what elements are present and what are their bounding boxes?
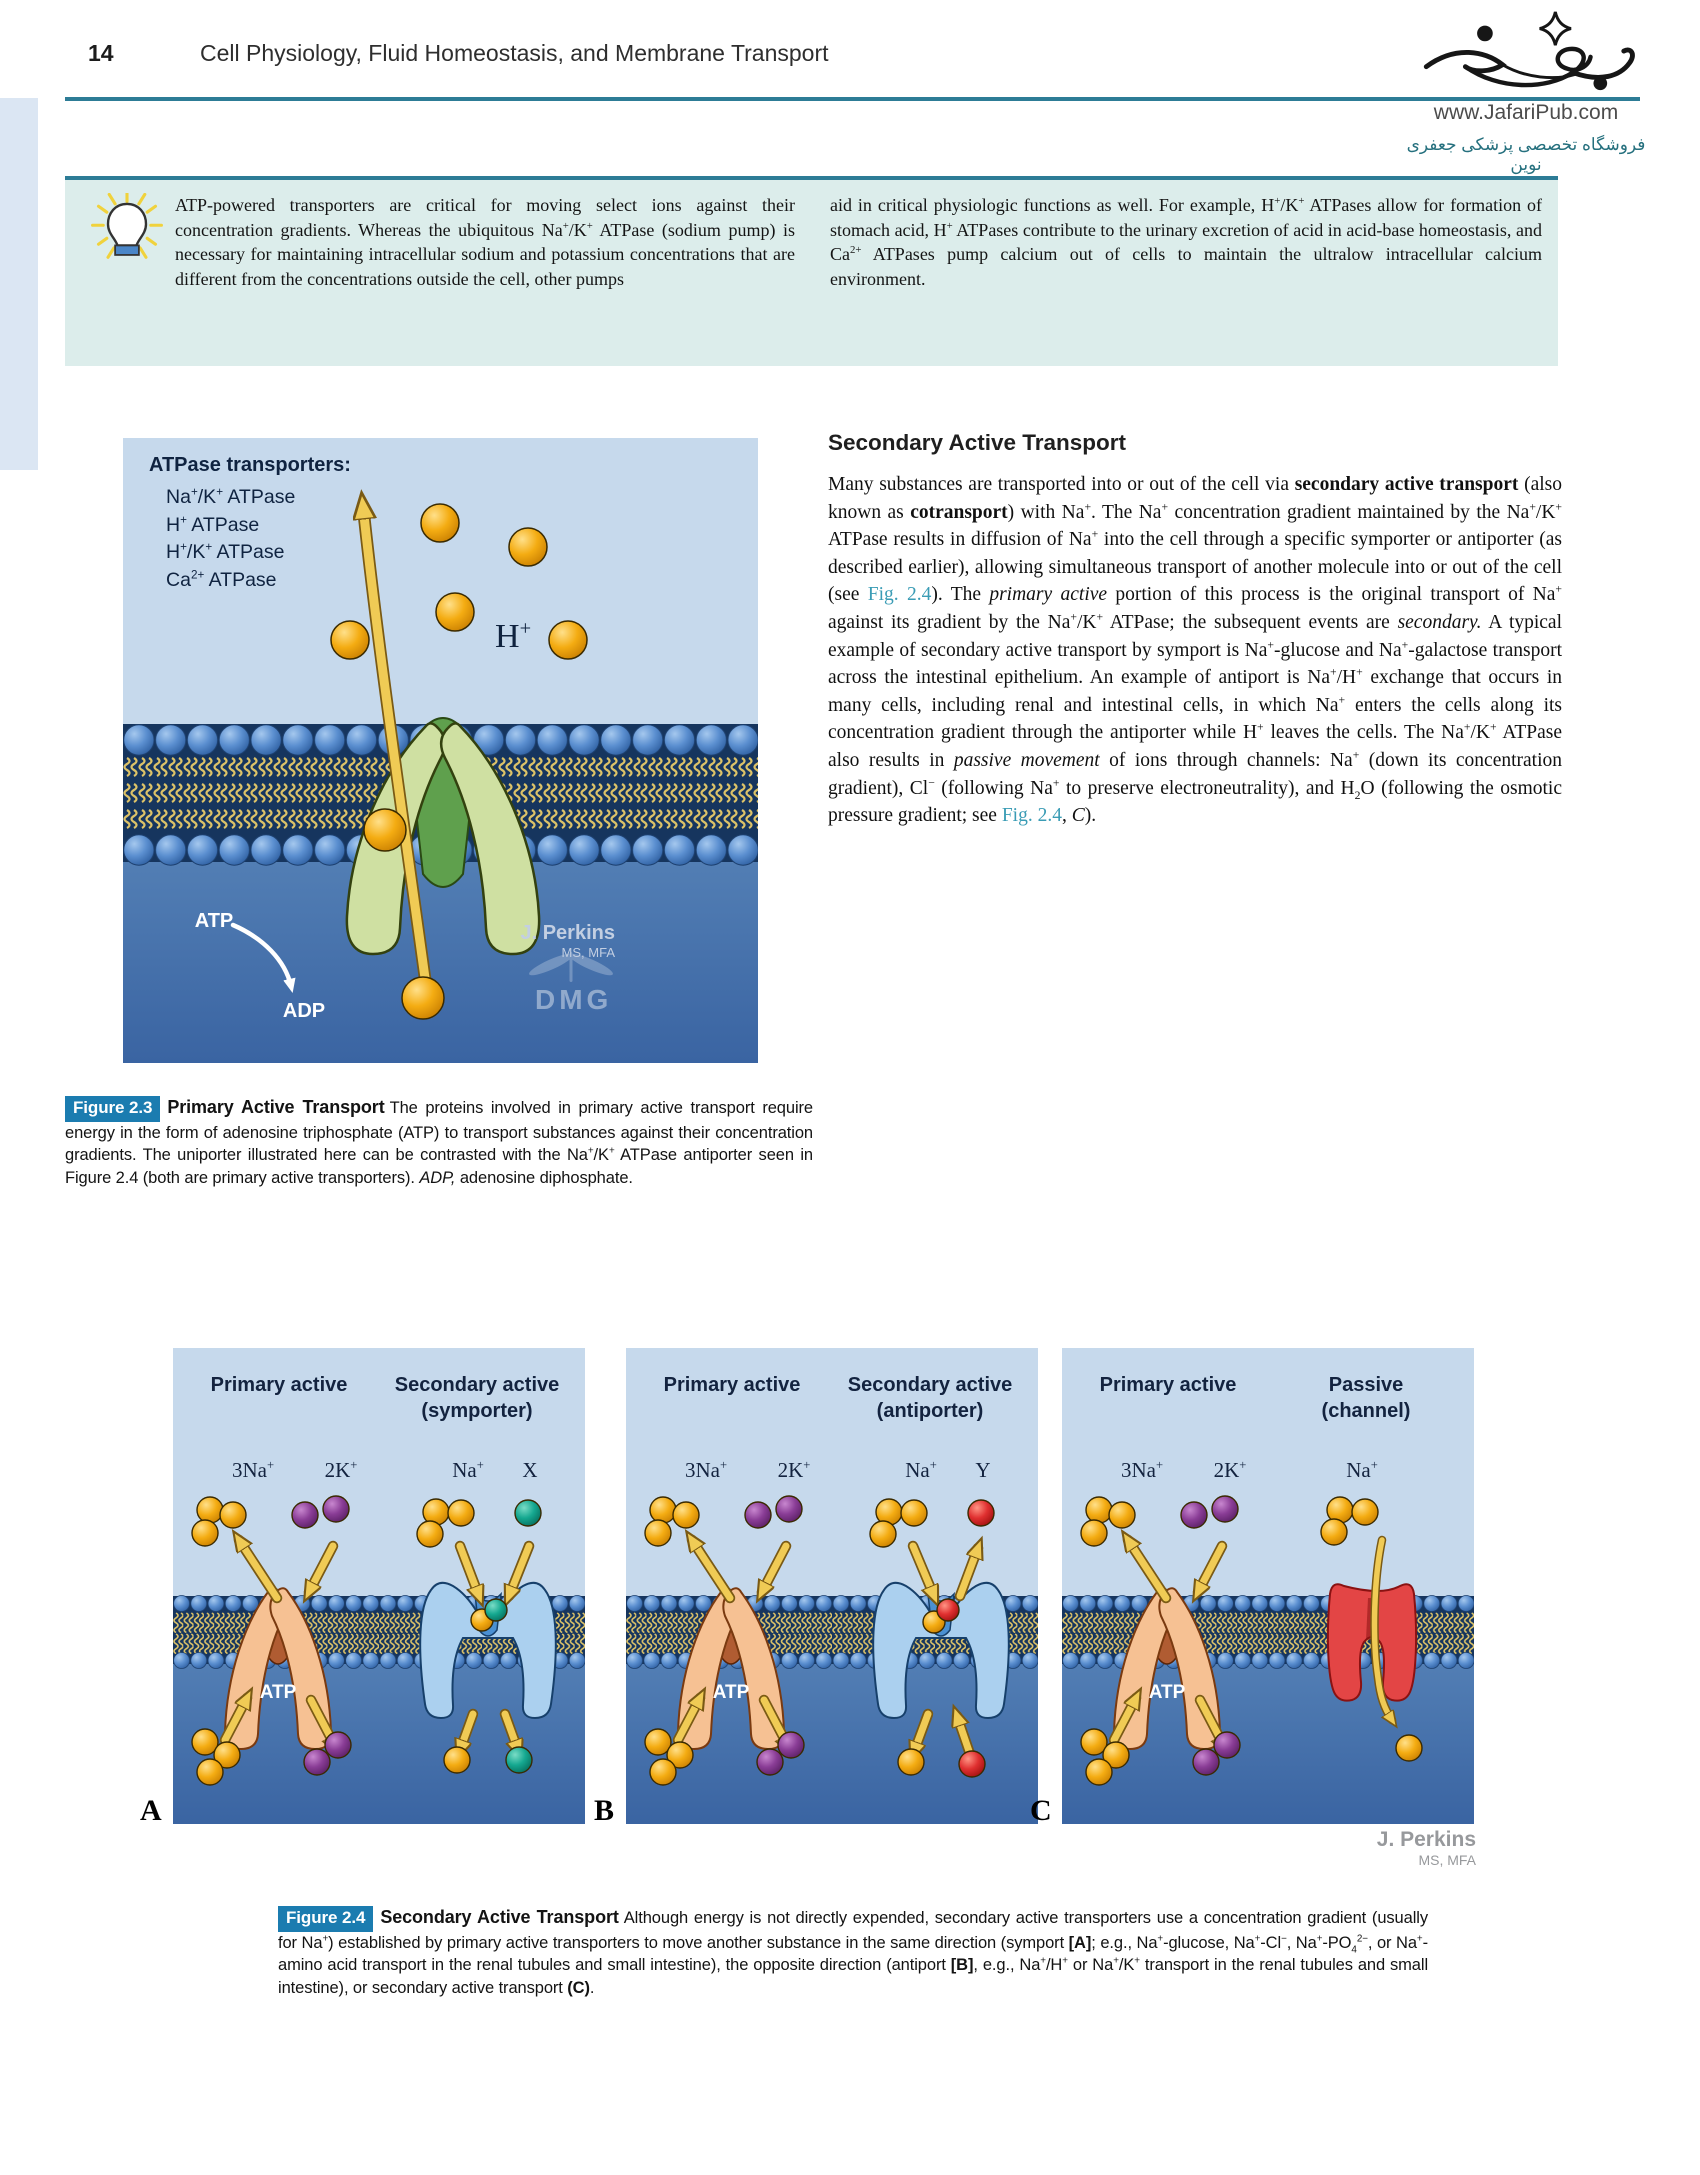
ion-label-na: Na+ bbox=[905, 1458, 937, 1482]
legend-item: H+ ATPase bbox=[166, 513, 260, 536]
ion-label-x: X bbox=[522, 1458, 538, 1482]
callout-left-column bbox=[89, 193, 795, 291]
figure-2-3-caption bbox=[65, 1096, 813, 1189]
ion-label-na: Na+ bbox=[452, 1458, 484, 1482]
atp-label: ATP bbox=[194, 910, 234, 932]
legend-item: H+/K+ ATPase bbox=[166, 540, 285, 563]
ion-label-2k: 2K+ bbox=[1213, 1458, 1247, 1482]
figure-2-4-caption bbox=[278, 1906, 1428, 1999]
running-head: Cell Physiology, Fluid Homeostasis, and Membrane Transport bbox=[200, 40, 829, 66]
page-margin-strip bbox=[0, 98, 38, 470]
panel-right-subtitle: (symporter) bbox=[421, 1400, 533, 1422]
callout-text-right: aid in critical physiologic functions as well. For example, H+/K+ ATPases allow for formation of stomach acid, H+ ATPases contribute to the urinary excretion of acid in acid-base homeostasis, and $Ca^{2+}$ ATPases pump calcium out of cells to maintain the ultralow intracellular calcium environment. bbox=[830, 195, 1543, 289]
ion-label-2k: 2K+ bbox=[777, 1458, 811, 1482]
panel-letter-b: B bbox=[594, 1794, 615, 1827]
caption-title: Primary Active Transport bbox=[167, 1097, 385, 1117]
panel-left-title: Primary active bbox=[663, 1374, 801, 1396]
panel-left-title: Primary active bbox=[210, 1374, 348, 1396]
caption-title: Secondary Active Transport bbox=[380, 1907, 619, 1927]
ion-label-na: Na+ bbox=[1346, 1458, 1378, 1482]
section-heading: Secondary Active Transport bbox=[828, 430, 1127, 455]
panel-right-title: Passive bbox=[1328, 1374, 1404, 1396]
calligraphy-logo-icon bbox=[1406, 8, 1646, 96]
figure-legend bbox=[149, 454, 351, 594]
illustrator-credit: J. Perkins MS, MFA bbox=[520, 922, 615, 960]
panel-right-title: Secondary active bbox=[847, 1374, 1013, 1396]
legend-item: $Ca^{2+}$ ATPase bbox=[166, 568, 277, 591]
body-paragraph: Many substances are transported into or out of the cell via secondary active transport (also known as cotransport) with Na+. The Na+ concentration gradient maintained by the Na+/K+ ATPase results in diffusion of Na+ into the cell through a specific symporter or antiporter (as described earlier), allowing simultaneous transport of another molecule into or out of the cell (see Fig. 2.4). The primary active portion of this process is the original transport of Na+ against its gradient by the Na+/K+ ATPase; the subsequent events are secondary. A typical example of secondary active transport by symport is Na+-glucose and Na+-galactose transport across the intestinal epithelium. An example of antiport is Na+/H+ exchange that occurs in many cells, including renal and intestinal cells, in which Na+ enters the cells along its concentration gradient through the antiporter while H+ leaves the cells. The Na+/K+ ATPase also results in passive movement of ions through channels: Na+ (down its concentration gradient), Cl− (following Na+ to preserve electroneutrality), and $H_2O$ (following the osmotic pressure gradient; see Fig. 2.4, C). bbox=[828, 474, 1563, 827]
figure-2-3-illustration bbox=[123, 438, 758, 1063]
caption-body: Although energy is not directly expended, secondary active transporters use a concentration gradient (usually for Na+) established by primary active transporters to move another substance in the same direction (symport [A]; e.g., Na+-glucose, Na+-Cl−, $Na^+-PO_4^{2-}$, or Na+-amino acid transport in the renal tubules and small intestine), the opposite direction (antiport [B], e.g., Na+/H+ or Na+/K+ transport in the renal tubules and small intestine), or secondary active transport (C). bbox=[278, 1909, 1429, 1997]
ion-label-3na: 3Na+ bbox=[231, 1458, 275, 1482]
callout-right-column bbox=[830, 193, 1542, 291]
panel-left-title: Primary active bbox=[1099, 1374, 1237, 1396]
figure-badge: Figure 2.4 bbox=[278, 1906, 373, 1932]
atp-label: ATP bbox=[1148, 1682, 1186, 1703]
adp-label: ADP bbox=[282, 1000, 326, 1022]
ion-label-y: Y bbox=[975, 1458, 991, 1482]
panel-right-subtitle: (antiporter) bbox=[876, 1400, 984, 1422]
panel-right-title: Secondary active bbox=[394, 1374, 560, 1396]
ion-label-3na: 3Na+ bbox=[1120, 1458, 1164, 1482]
figure-badge: Figure 2.3 bbox=[65, 1096, 160, 1122]
legend-item: Na+/K+ ATPase bbox=[166, 485, 296, 508]
publisher-persian-name: فروشگاه تخصصی پزشکی جعفری نوین bbox=[1406, 135, 1646, 174]
publisher-url: www.JafariPub.com bbox=[1433, 101, 1619, 124]
figure-2-4-panel-c bbox=[1062, 1348, 1474, 1824]
figure-2-4-panel-b bbox=[626, 1348, 1038, 1824]
lightbulb-icon bbox=[89, 193, 165, 267]
page-number: 14 bbox=[88, 40, 114, 66]
publisher-logo bbox=[1398, 8, 1654, 175]
panel-letter-c: C bbox=[1030, 1794, 1052, 1827]
atp-label: ATP bbox=[259, 1682, 297, 1703]
ion-label-2k: 2K+ bbox=[324, 1458, 358, 1482]
callout-text-left: ATP-powered transporters are critical for moving select ions against their concentration gradients. Whereas the ubiquitous Na+/K+ ATPase (sodium pump) is necessary for maintaining intracellular sodium and potassium concentrations that are different from the concentrations outside the cell, other pumps bbox=[175, 195, 795, 289]
panel-letter-a: A bbox=[140, 1794, 162, 1827]
caption-body: The proteins involved in primary active transport require energy in the form of adenosine triphosphate (ATP) to transport substances against their concentration gradients. The uniporter illustrated here can be contrasted with the Na+/K+ ATPase antiporter seen in Figure 2.4 (both are primary active transporters). ADP, adenosine diphosphate. bbox=[65, 1099, 813, 1187]
studio-watermark: DMG bbox=[535, 984, 613, 1015]
figure-2-4-panel-a bbox=[173, 1348, 585, 1824]
illustrator-credit: J. Perkins MS, MFA bbox=[1376, 1828, 1476, 1868]
atp-label: ATP bbox=[712, 1682, 750, 1703]
hydrogen-ion-label: H+ bbox=[495, 617, 532, 655]
ion-label-3na: 3Na+ bbox=[684, 1458, 728, 1482]
legend-title: ATPase transporters: bbox=[149, 454, 351, 476]
key-point-callout bbox=[65, 176, 1558, 366]
panel-right-subtitle: (channel) bbox=[1321, 1400, 1411, 1422]
